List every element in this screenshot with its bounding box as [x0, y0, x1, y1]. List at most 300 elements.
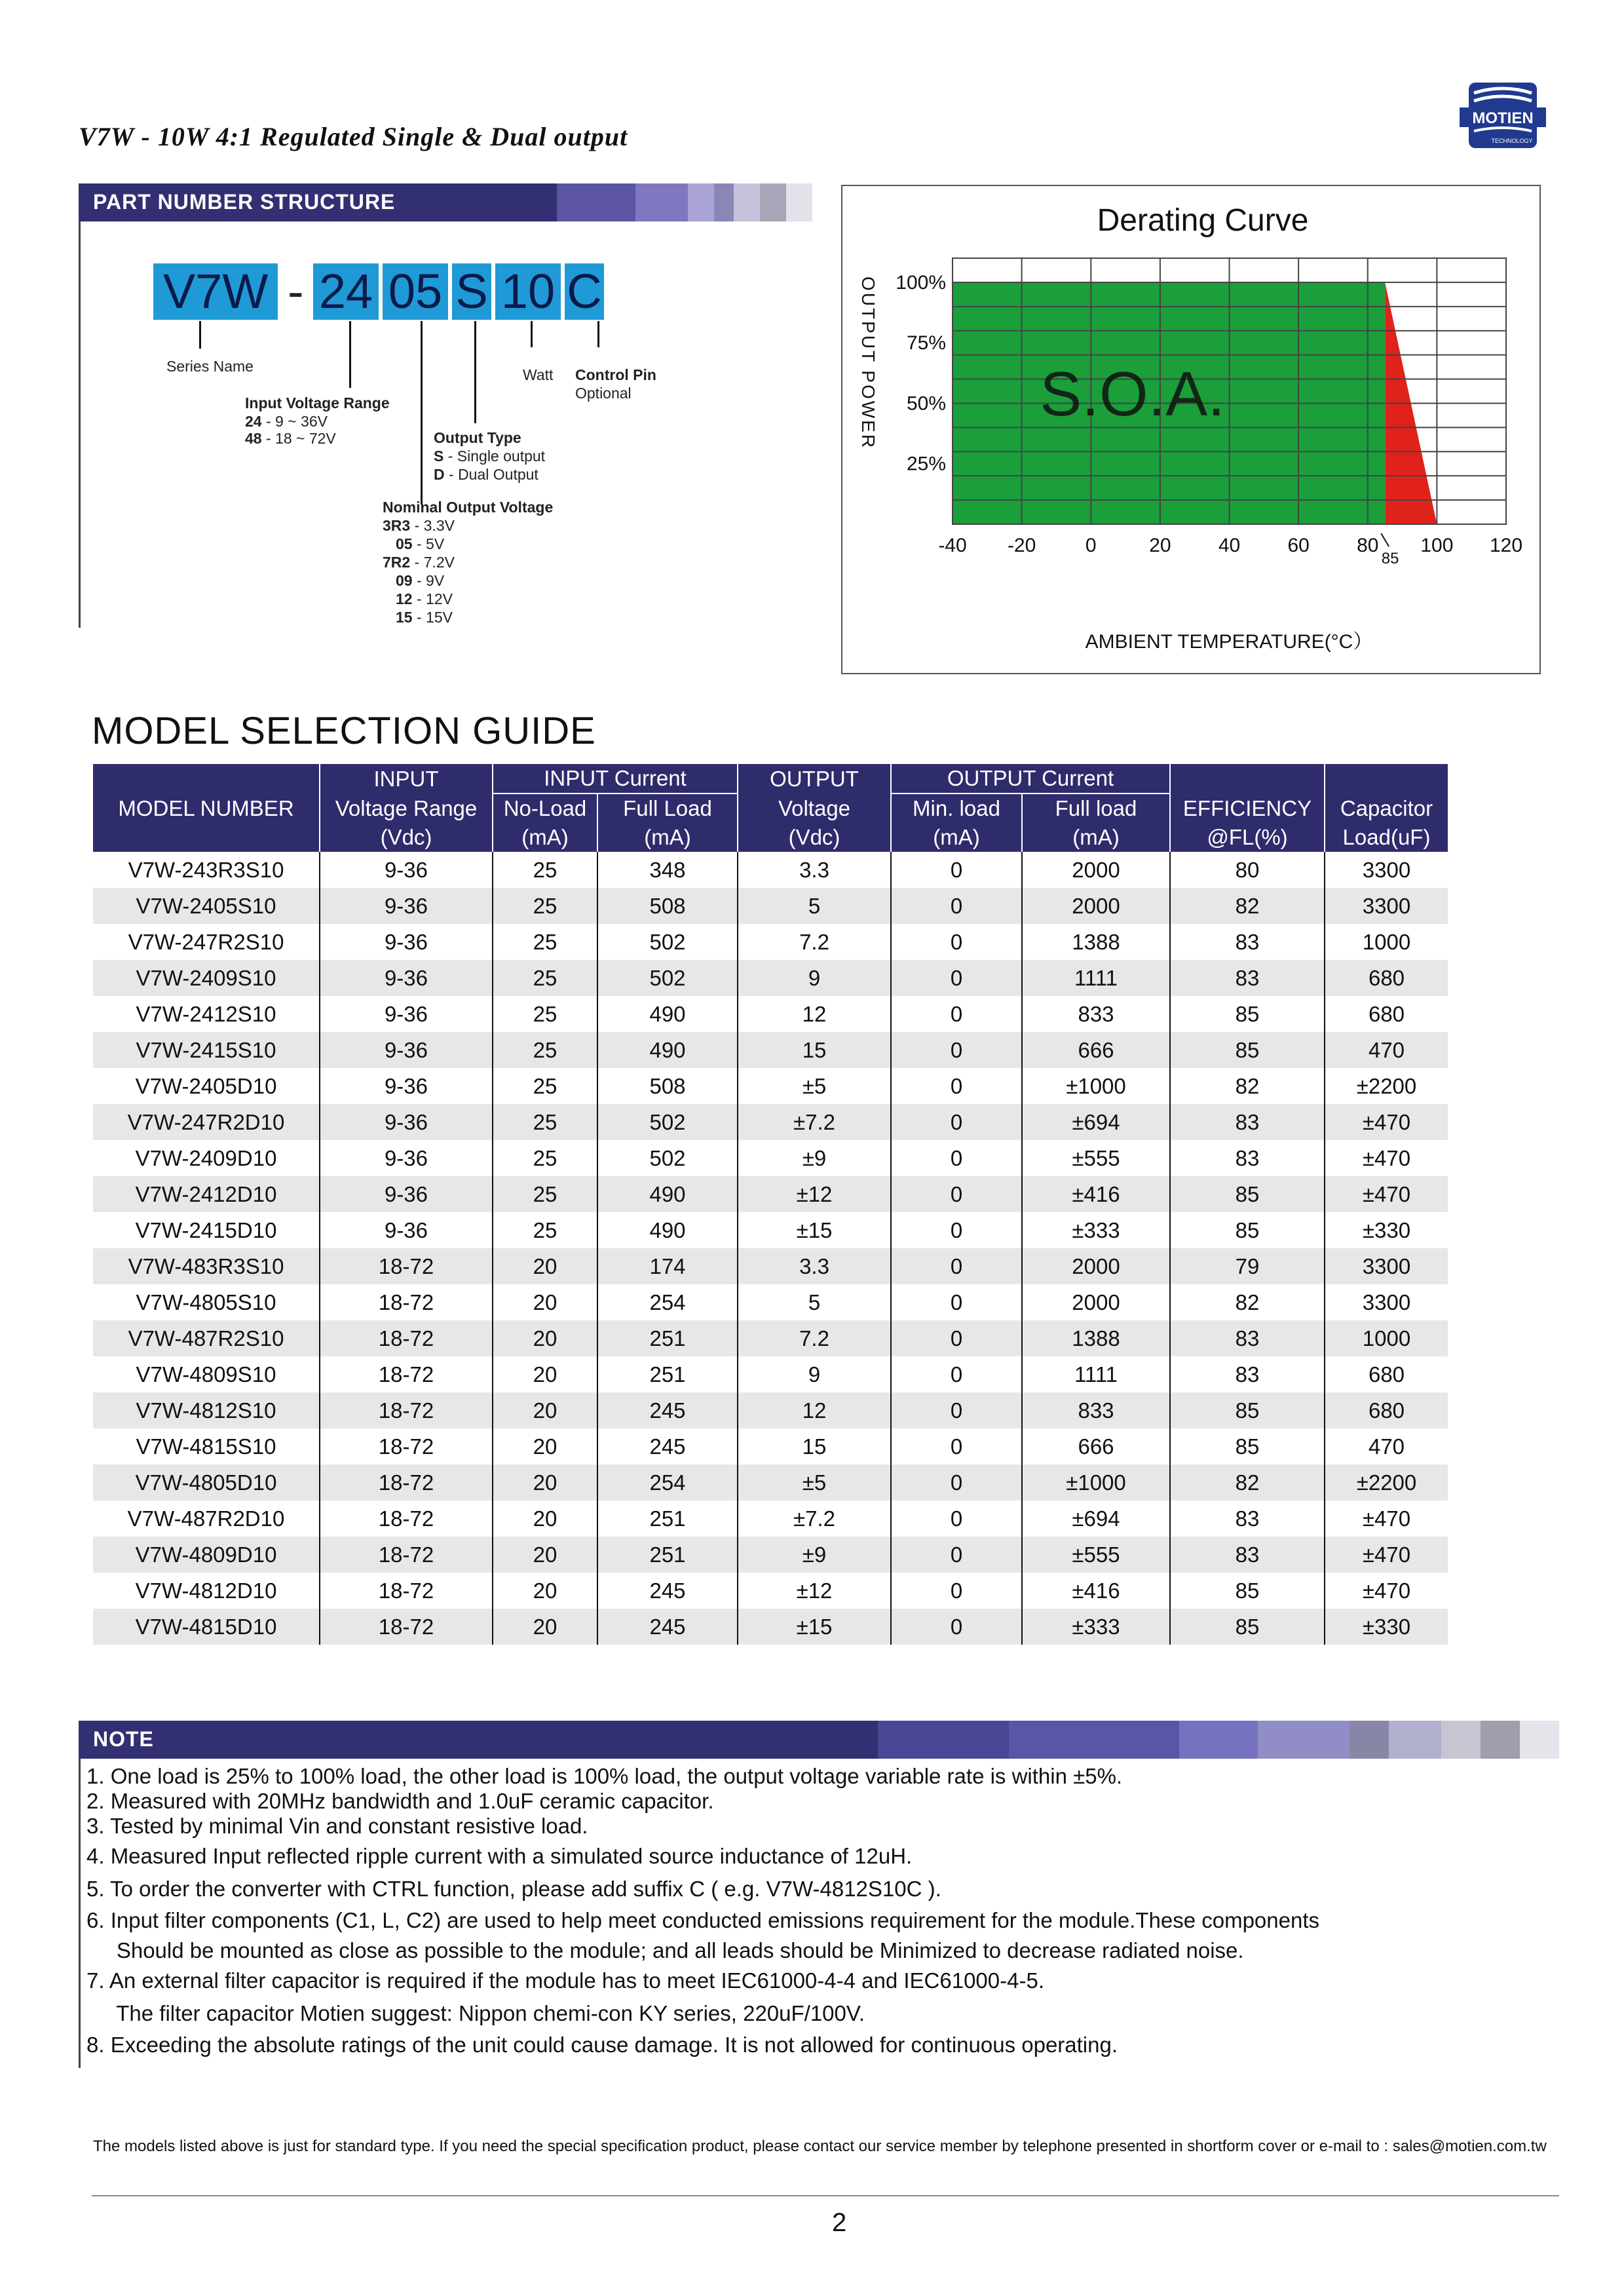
- table-header-row: [93, 823, 1448, 852]
- cell-no-load: 20: [493, 1464, 597, 1501]
- cell-capacitor-load: 470: [1368, 1434, 1405, 1459]
- cell-no-load: 20: [493, 1573, 597, 1609]
- cell-full-load-out: 1111: [1022, 1356, 1170, 1392]
- cell-model-number: V7W-2409D10: [93, 1140, 320, 1176]
- cell-min-load: 0: [891, 1248, 1022, 1284]
- cell-full-load-in: 502: [597, 1104, 738, 1140]
- table-row: [93, 1068, 1448, 1104]
- cell-output-voltage: ±7.2: [738, 1104, 891, 1140]
- cell-efficiency: 85: [1170, 1609, 1325, 1645]
- col-model-number: MODEL NUMBER: [93, 794, 320, 823]
- input-range-item: 24 - 9 ~ 36V: [245, 413, 328, 430]
- cell-efficiency: 85: [1170, 1573, 1325, 1609]
- cell-output-voltage: ±15: [738, 1212, 891, 1248]
- table-row: [93, 1284, 1448, 1320]
- cell-full-load-out: ±1000: [1022, 1464, 1170, 1501]
- cell-full-load-out: ±555: [1022, 1537, 1170, 1573]
- cell-efficiency: 80: [1170, 852, 1325, 888]
- cell-capacitor-load: 680: [1368, 1001, 1405, 1026]
- cell-input-range: 9-36: [320, 888, 493, 924]
- cell-output-voltage: 7.2: [738, 924, 891, 960]
- series-name-label: Series Name: [166, 358, 254, 375]
- y-tick-label: 75%: [906, 332, 946, 354]
- input-range-item: 48 - 18 ~ 72V: [245, 430, 336, 447]
- cell-full-load-in: 251: [597, 1356, 738, 1392]
- table-header-row: [93, 794, 1448, 823]
- nominal-voltage-item: 7R2 - 7.2V: [383, 554, 455, 571]
- cell-output-voltage: 3.3: [738, 1248, 891, 1284]
- cell-output-voltage: 7.2: [738, 1320, 891, 1356]
- cell-model-number: V7W-2405D10: [93, 1068, 320, 1104]
- logo-text: MOTIEN: [1472, 109, 1534, 127]
- note-item: 2. Measured with 20MHz bandwidth and 1.0uF ceramic capacitor.: [86, 1789, 714, 1813]
- cell-min-load: 0: [891, 1320, 1022, 1356]
- cell-capacitor-load: 1000: [1362, 929, 1411, 954]
- cell-full-load-out: 2000: [1022, 888, 1170, 924]
- note-item: 8. Exceeding the absolute ratings of the unit could cause damage. It is not allowed for continuous operating.: [86, 2033, 1118, 2057]
- cell-efficiency: 85: [1170, 1212, 1325, 1248]
- col-input-current: INPUT Current: [493, 764, 738, 794]
- cell-model-number: V7W-247R2D10: [93, 1104, 320, 1140]
- nominal-voltage-item: 3R3 - 3.3V: [383, 517, 455, 534]
- x-tick-label: 100: [1420, 535, 1454, 556]
- cell-model-number: V7W-487R2S10: [93, 1320, 320, 1356]
- table-row: [93, 1248, 1448, 1284]
- col-unit: (mA): [597, 823, 738, 852]
- pn-series-box: V7W: [153, 263, 278, 320]
- cell-no-load: 20: [493, 1428, 597, 1464]
- cell-capacitor-load: ±330: [1325, 1609, 1448, 1645]
- cell-full-load-in: 490: [597, 996, 738, 1032]
- input-range-title: Input Voltage Range: [245, 394, 390, 411]
- cell-no-load: 20: [493, 1392, 597, 1428]
- cell-min-load: 0: [891, 1392, 1022, 1428]
- cell-capacitor-load: ±470: [1325, 1176, 1448, 1212]
- table-row: [93, 1320, 1448, 1356]
- cell-efficiency: 79: [1170, 1248, 1325, 1284]
- control-pin-sub: Optional: [575, 385, 632, 402]
- cell-no-load: 20: [493, 1248, 597, 1284]
- cell-model-number: V7W-4809D10: [93, 1537, 320, 1573]
- cell-efficiency: 85: [1170, 996, 1325, 1032]
- cell-full-load-in: 502: [597, 960, 738, 996]
- cell-min-load: 0: [891, 1609, 1022, 1645]
- notes-rule: [79, 1759, 81, 2068]
- cell-output-voltage: 3.3: [738, 852, 891, 888]
- table-row: [93, 1609, 1448, 1645]
- x-tick-label: 60: [1287, 535, 1310, 556]
- pn-control-box: C: [565, 263, 604, 320]
- col-full-load-in: Full Load: [597, 794, 738, 823]
- cell-no-load: 25: [493, 1212, 597, 1248]
- cell-full-load-in: 508: [597, 888, 738, 924]
- cell-no-load: 25: [493, 852, 597, 888]
- cell-full-load-in: 490: [597, 1212, 738, 1248]
- page-number: 2: [832, 2208, 847, 2237]
- cell-min-load: 0: [891, 1212, 1022, 1248]
- cell-input-range: 18-72: [320, 1284, 493, 1320]
- col-voltage-range: Voltage Range: [320, 794, 493, 823]
- cell-model-number: V7W-4805D10: [93, 1464, 320, 1501]
- output-type-item: S - Single output: [434, 448, 546, 465]
- logo-subtext: TECHNOLOGY: [1491, 138, 1533, 144]
- cell-input-range: 9-36: [320, 852, 493, 888]
- cell-full-load-in: 251: [597, 1501, 738, 1537]
- cell-capacitor-load: 680: [1325, 1392, 1448, 1428]
- derating-curve-panel: [841, 185, 1541, 674]
- derating-chart: [842, 186, 1539, 673]
- cell-full-load-in: 254: [597, 1464, 738, 1501]
- cell-full-load-in: 245: [597, 1609, 738, 1645]
- col-unit: (mA): [891, 823, 1022, 852]
- leader-series: [199, 321, 201, 349]
- col-unit: Load(uF): [1325, 823, 1448, 852]
- cell-no-load: 25: [493, 996, 597, 1032]
- table-row: [93, 1392, 1448, 1428]
- cell-output-voltage: 5: [738, 888, 891, 924]
- table-row: [93, 996, 1448, 1032]
- table-row: [93, 852, 1448, 888]
- cell-output-voltage: 9: [738, 1356, 891, 1392]
- col-unit: (mA): [1022, 823, 1170, 852]
- note-item: 1. One load is 25% to 100% load, the other load is 100% load, the output voltage variable rate is within ±5%.: [86, 1764, 1123, 1788]
- cell-min-load: 0: [891, 1068, 1022, 1104]
- nominal-voltage-item: 12 - 12V: [396, 590, 453, 607]
- cell-input-range: 9-36: [320, 1140, 493, 1176]
- y-tick-label: 100%: [896, 271, 946, 294]
- cell-full-load-out: ±694: [1022, 1501, 1170, 1537]
- col-min-load: Min. load: [891, 794, 1022, 823]
- cell-full-load-out: ±555: [1022, 1140, 1170, 1176]
- cell-full-load-out: ±333: [1022, 1212, 1170, 1248]
- cell-input-range: 18-72: [320, 1392, 493, 1428]
- cell-min-load: 0: [891, 960, 1022, 996]
- output-type-title: Output Type: [434, 429, 521, 446]
- cell-model-number: V7W-2409S10: [93, 960, 320, 996]
- cell-model-number: V7W-2405S10: [93, 888, 320, 924]
- cell-efficiency: 85: [1170, 1176, 1325, 1212]
- cell-full-load-out: ±1000: [1022, 1068, 1170, 1104]
- cell-model-number: V7W-2412D10: [93, 1176, 320, 1212]
- table-row: [93, 1140, 1448, 1176]
- cell-efficiency: 83: [1170, 1537, 1325, 1573]
- document-title: V7W - 10W 4:1 Regulated Single & Dual output: [79, 122, 628, 151]
- cell-capacitor-load: ±2200: [1325, 1464, 1448, 1501]
- cell-full-load-out: ±416: [1022, 1176, 1170, 1212]
- cell-full-load-in: 348: [597, 852, 738, 888]
- output-type-item: D - Dual Output: [434, 466, 538, 483]
- watt-label: Watt: [523, 366, 554, 383]
- y-tick-label: 50%: [906, 392, 946, 415]
- cell-full-load-out: 2000: [1022, 852, 1170, 888]
- leader-control: [597, 321, 599, 347]
- x-tick-label: -40: [938, 535, 967, 556]
- footer-rule: [92, 2195, 1559, 2196]
- cell-min-load: 0: [891, 1537, 1022, 1573]
- cell-no-load: 20: [493, 1537, 597, 1573]
- cell-capacitor-load: 1000: [1325, 1320, 1448, 1356]
- cell-full-load-in: 254: [597, 1284, 738, 1320]
- footer-disclaimer: The models listed above is just for standard type. If you need the special specification product, please contact our service member by telephone presented in shortform cover or e-mail to : sales@motien.com.tw: [93, 2137, 1547, 2155]
- cell-input-range: 18-72: [320, 1537, 493, 1573]
- soa-annotation: S.O.A.: [1040, 358, 1225, 429]
- cell-full-load-in: 251: [597, 1537, 738, 1573]
- cell-capacitor-load: ±470: [1362, 1578, 1411, 1603]
- cell-full-load-out: ±333: [1022, 1609, 1170, 1645]
- cell-min-load: 0: [891, 924, 1022, 960]
- cell-model-number: V7W-4812S10: [93, 1392, 320, 1428]
- nominal-voltage-item: 09 - 9V: [396, 572, 445, 589]
- cell-efficiency: 85: [1170, 1428, 1325, 1464]
- table-row: [93, 1356, 1448, 1392]
- cell-input-range: 18-72: [320, 1428, 493, 1464]
- cell-output-voltage: ±15: [738, 1609, 891, 1645]
- pn-watt-box: 10: [495, 263, 561, 320]
- cell-full-load-out: 2000: [1022, 1248, 1170, 1284]
- part-number-rule: [79, 221, 81, 628]
- x-tick-85-marker: [1381, 533, 1389, 546]
- cell-no-load: 25: [493, 1068, 597, 1104]
- cell-full-load-out: 1111: [1022, 960, 1170, 996]
- leader-input: [349, 321, 351, 388]
- col-unit: @FL(%): [1170, 823, 1325, 852]
- cell-full-load-in: 502: [597, 1140, 738, 1176]
- leader-watt: [531, 321, 533, 347]
- cell-input-range: 9-36: [320, 924, 493, 960]
- cell-capacitor-load: ±470: [1362, 1506, 1411, 1531]
- cell-capacitor-load: 3300: [1362, 1290, 1411, 1314]
- cell-min-load: 0: [891, 1140, 1022, 1176]
- cell-no-load: 20: [493, 1356, 597, 1392]
- cell-capacitor-load: 470: [1325, 1032, 1448, 1068]
- cell-efficiency: 85: [1170, 1392, 1325, 1428]
- cell-output-voltage: ±5: [738, 1464, 891, 1501]
- notes-header-bar: [79, 1721, 1559, 1759]
- cell-no-load: 20: [493, 1501, 597, 1537]
- cell-input-range: 18-72: [320, 1609, 493, 1645]
- cell-output-voltage: 12: [738, 996, 891, 1032]
- cell-min-load: 0: [891, 1573, 1022, 1609]
- cell-output-voltage: ±12: [738, 1573, 891, 1609]
- cell-full-load-out: ±694: [1022, 1104, 1170, 1140]
- cell-model-number: V7W-4815S10: [93, 1428, 320, 1464]
- table-row: [93, 960, 1448, 996]
- x-tick-label: -20: [1007, 535, 1036, 556]
- cell-efficiency: 82: [1170, 1068, 1325, 1104]
- cell-full-load-out: 833: [1022, 1392, 1170, 1428]
- cell-full-load-in: 251: [597, 1320, 738, 1356]
- cell-full-load-in: 174: [597, 1248, 738, 1284]
- x-tick-label: 40: [1218, 535, 1241, 556]
- cell-efficiency: 83: [1170, 960, 1325, 996]
- x-tick-label: 0: [1085, 535, 1097, 556]
- col-capacitor: Capacitor: [1325, 794, 1448, 823]
- cell-efficiency: 85: [1170, 1032, 1325, 1068]
- cell-capacitor-load: 3300: [1325, 888, 1448, 924]
- cell-full-load-in: 508: [597, 1068, 738, 1104]
- cell-no-load: 25: [493, 960, 597, 996]
- cell-min-load: 0: [891, 1284, 1022, 1320]
- table-row: [93, 1428, 1448, 1464]
- note-item: 6. Input filter components (C1, L, C2) are used to help meet conducted emissions requirement for the module.These components: [86, 1908, 1319, 1932]
- x-tick-label: 80: [1357, 535, 1379, 556]
- col-voltage: Voltage: [738, 794, 891, 823]
- cell-model-number: V7W-4809S10: [93, 1356, 320, 1392]
- table-row: [93, 924, 1448, 960]
- cell-min-load: 0: [891, 1464, 1022, 1501]
- nominal-voltage-item: 05 - 5V: [396, 535, 445, 552]
- cell-no-load: 25: [493, 924, 597, 960]
- cell-capacitor-load: ±2200: [1356, 1073, 1417, 1098]
- cell-no-load: 20: [493, 1609, 597, 1645]
- cell-model-number: V7W-487R2D10: [93, 1501, 320, 1537]
- part-number-header-bar: [79, 183, 812, 221]
- cell-no-load: 25: [493, 1140, 597, 1176]
- cell-full-load-in: 245: [597, 1573, 738, 1609]
- note-item: 3. Tested by minimal Vin and constant resistive load.: [86, 1814, 588, 1838]
- pn-dash: -: [288, 264, 304, 318]
- table-row: [93, 1573, 1448, 1609]
- cell-efficiency: 82: [1170, 1464, 1325, 1501]
- cell-input-range: 9-36: [320, 1176, 493, 1212]
- cell-input-range: 18-72: [320, 1573, 493, 1609]
- col-no-load: No-Load: [493, 794, 597, 823]
- col-output-current: OUTPUT Current: [891, 764, 1170, 794]
- cell-no-load: 20: [493, 1320, 597, 1356]
- cell-full-load-out: 2000: [1022, 1284, 1170, 1320]
- cell-capacitor-load: 3300: [1362, 857, 1411, 882]
- cell-min-load: 0: [891, 888, 1022, 924]
- cell-min-load: 0: [891, 1176, 1022, 1212]
- y-axis-label: OUTPUT POWER: [858, 276, 878, 450]
- cell-min-load: 0: [891, 996, 1022, 1032]
- col-input: INPUT: [320, 764, 493, 794]
- cell-model-number: V7W-2412S10: [93, 996, 320, 1032]
- leader-nominal: [421, 321, 423, 505]
- x-tick-label: 20: [1149, 535, 1171, 556]
- pn-voltage-box: 05: [383, 263, 448, 320]
- cell-no-load: 25: [493, 1176, 597, 1212]
- note-item: 4. Measured Input reflected ripple current with a simulated source inductance of 12uH.: [86, 1844, 913, 1868]
- cell-model-number: V7W-247R2S10: [93, 924, 320, 960]
- note-item: Should be mounted as close as possible to the module; and all leads should be Minimized to decrease radiated noise.: [86, 1938, 1244, 1962]
- table-row: [93, 1212, 1448, 1248]
- cell-input-range: 18-72: [320, 1356, 493, 1392]
- part-number-section-label: PART NUMBER STRUCTURE: [93, 190, 396, 214]
- cell-efficiency: 82: [1170, 1284, 1325, 1320]
- col-unit: (Vdc): [738, 823, 891, 852]
- cell-min-load: 0: [891, 852, 1022, 888]
- cell-efficiency: 83: [1170, 924, 1325, 960]
- x-tick-85-label: 85: [1381, 550, 1399, 567]
- col-unit: (Vdc): [320, 823, 493, 852]
- cell-output-voltage: ±5: [738, 1068, 891, 1104]
- cell-input-range: 9-36: [320, 960, 493, 996]
- cell-full-load-in: 490: [597, 1032, 738, 1068]
- cell-input-range: 9-36: [320, 1068, 493, 1104]
- cell-full-load-in: 245: [597, 1392, 738, 1428]
- cell-full-load-out: 666: [1022, 1428, 1170, 1464]
- cell-input-range: 18-72: [320, 1248, 493, 1284]
- cell-no-load: 25: [493, 1032, 597, 1068]
- pn-type-box: S: [452, 263, 491, 320]
- model-guide-title: MODEL SELECTION GUIDE: [92, 710, 596, 752]
- cell-full-load-out: 1388: [1022, 924, 1170, 960]
- cell-input-range: 18-72: [320, 1464, 493, 1501]
- cell-capacitor-load: 680: [1368, 1362, 1405, 1387]
- cell-model-number: V7W-4812D10: [93, 1573, 320, 1609]
- cell-min-load: 0: [891, 1356, 1022, 1392]
- cell-full-load-out: 1388: [1022, 1320, 1170, 1356]
- cell-input-range: 18-72: [320, 1501, 493, 1537]
- y-tick-label: 25%: [906, 453, 946, 475]
- col-efficiency: EFFICIENCY: [1170, 794, 1325, 823]
- motien-logo: [1460, 79, 1546, 152]
- chart-title: Derating Curve: [1097, 203, 1309, 238]
- cell-min-load: 0: [891, 1104, 1022, 1140]
- cell-input-range: 9-36: [320, 996, 493, 1032]
- pn-input-box: 24: [313, 263, 379, 320]
- cell-model-number: V7W-4805S10: [93, 1284, 320, 1320]
- note-item: 7. An external filter capacitor is required if the module has to meet IEC61000-4-4 and IEC61000-4-5.: [86, 1968, 1044, 1993]
- cell-output-voltage: 15: [738, 1032, 891, 1068]
- table-row: [93, 1032, 1448, 1068]
- leader-type: [474, 321, 476, 423]
- x-tick-label: 120: [1489, 535, 1523, 556]
- cell-capacitor-load: 680: [1325, 960, 1448, 996]
- cell-min-load: 0: [891, 1032, 1022, 1068]
- table-row: [93, 1537, 1448, 1573]
- cell-efficiency: 83: [1170, 1356, 1325, 1392]
- cell-model-number: V7W-2415S10: [93, 1032, 320, 1068]
- cell-input-range: 18-72: [320, 1320, 493, 1356]
- col-full-load-out: Full load: [1022, 794, 1170, 823]
- cell-efficiency: 83: [1170, 1320, 1325, 1356]
- cell-output-voltage: 15: [738, 1428, 891, 1464]
- table-row: [93, 1464, 1448, 1501]
- cell-input-range: 9-36: [320, 1104, 493, 1140]
- table-row: [93, 1176, 1448, 1212]
- cell-no-load: 25: [493, 1104, 597, 1140]
- cell-no-load: 25: [493, 888, 597, 924]
- cell-full-load-in: 245: [597, 1428, 738, 1464]
- cell-full-load-out: ±416: [1022, 1573, 1170, 1609]
- control-pin-title: Control Pin: [575, 366, 656, 383]
- cell-capacitor-load: ±470: [1325, 1537, 1448, 1573]
- cell-output-voltage: 5: [738, 1284, 891, 1320]
- nominal-voltage-title: Nominal Output Voltage: [383, 499, 554, 516]
- cell-efficiency: 83: [1170, 1501, 1325, 1537]
- table-row: [93, 888, 1448, 924]
- cell-full-load-in: 490: [597, 1176, 738, 1212]
- cell-input-range: 9-36: [320, 1032, 493, 1068]
- x-axis-label: AMBIENT TEMPERATURE(°C）: [1085, 631, 1373, 653]
- cell-output-voltage: 9: [738, 960, 891, 996]
- notes-label: NOTE: [93, 1727, 154, 1751]
- cell-capacitor-load: ±470: [1362, 1145, 1411, 1170]
- cell-efficiency: 83: [1170, 1104, 1325, 1140]
- cell-output-voltage: ±7.2: [738, 1501, 891, 1537]
- cell-output-voltage: ±9: [738, 1537, 891, 1573]
- cell-model-number: V7W-2415D10: [93, 1212, 320, 1248]
- table-row: [93, 1104, 1448, 1140]
- cell-output-voltage: ±12: [738, 1176, 891, 1212]
- table-header-row: [93, 764, 1448, 794]
- cell-full-load-in: 502: [597, 924, 738, 960]
- cell-min-load: 0: [891, 1501, 1022, 1537]
- cell-capacitor-load: 3300: [1325, 1248, 1448, 1284]
- cell-no-load: 20: [493, 1284, 597, 1320]
